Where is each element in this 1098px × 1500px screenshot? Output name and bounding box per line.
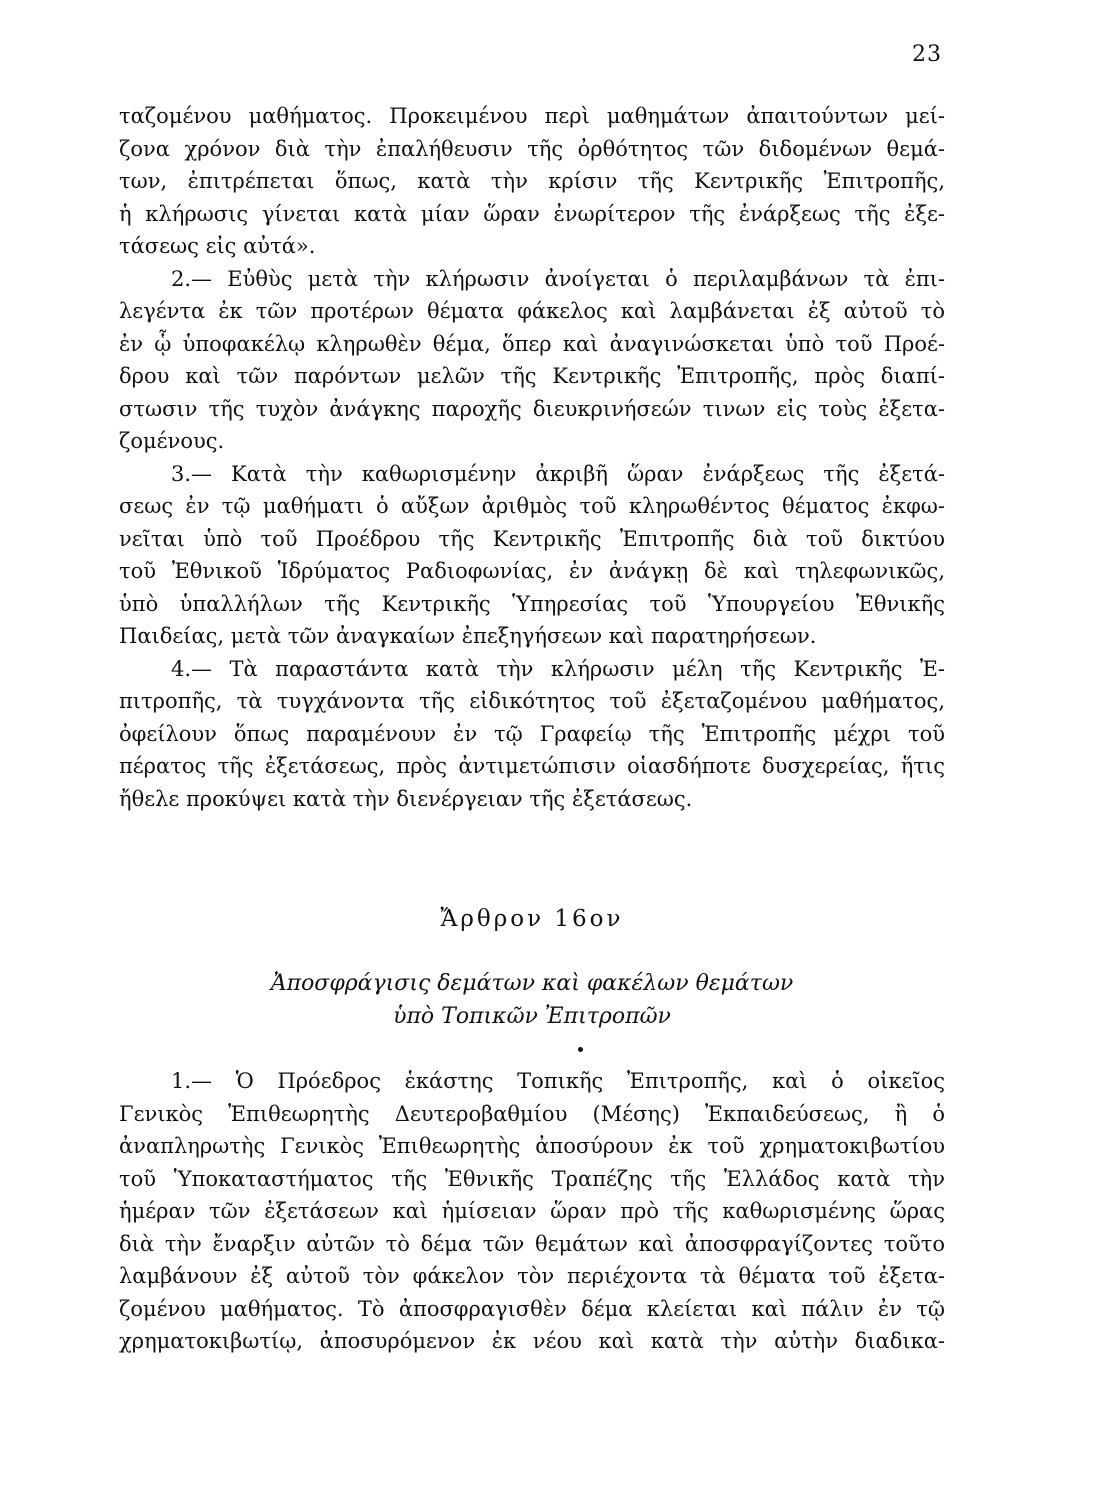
paragraph-1-start: 1.— Ὁ Πρόεδρος ἑκάστης Τοπικῆς Ἐπιτροπῆς, καὶ ὁ οἰκεῖος — [171, 1069, 945, 1093]
section-title-line: ὑπὸ Τοπικῶν Ἐπιτροπῶν — [393, 1004, 671, 1029]
text-line: ζομένου μαθήματος. Τὸ ἀποσφραγισθὲν δέμα κλείεται καὶ πάλιν ἐν τῷ — [119, 1296, 945, 1321]
paragraph-4-start: 4.— Τὰ παραστάντα κατὰ τὴν κλήρωσιν μέλη τῆς Κεντρικῆς Ἐ- — [171, 656, 945, 681]
section-title — [119, 967, 945, 1033]
text-line: ἤθελε προκύψει κατὰ τὴν διενέργειαν τῆς ἐξετάσεως. — [119, 786, 693, 811]
text-line: ζομένους. — [119, 429, 225, 453]
text-line: δρου καὶ τῶν παρόντων μελῶν τῆς Κεντρικῆς Ἐπιτροπῆς, πρὸς διαπί- — [119, 364, 945, 388]
text-block-top — [119, 100, 945, 815]
text-line: ἐν ᾧ ὑποφακέλῳ κληρωθὲν θέμα, ὅπερ καὶ ἀναγινώσκεται ὑπὸ τοῦ Προέ- — [119, 331, 945, 356]
text-block-bottom — [119, 1065, 945, 1358]
text-line: Παιδείας, μετὰ τῶν ἀναγκαίων ἐπεξηγήσεων καὶ παρατηρήσεων. — [119, 624, 817, 648]
text-line: σεως ἐν τῷ μαθήματι ὁ αὔξων ἀριθμὸς τοῦ κληρωθέντος θέματος ἐκφω- — [119, 494, 945, 518]
text-line: λαμβάνουν ἐξ αὐτοῦ τὸν φάκελον τὸν περιέχοντα τὰ θέματα τοῦ ἐξετα- — [119, 1264, 945, 1288]
article-title: Ἄρθρον 16ον — [440, 906, 624, 932]
page-number: 23 — [912, 42, 942, 67]
text-line: πιτροπῆς, τὰ τυγχάνοντα τῆς εἰδικότητος τοῦ ἐξεταζομένου μαθήματος, — [119, 689, 945, 713]
text-line: ὀφείλουν ὅπως παραμένουν ἐν τῷ Γραφείῳ τῆς Ἐπιτροπῆς μέχρι τοῦ — [119, 721, 945, 746]
text-line: ἀναπληρωτὴς Γενικὸς Ἐπιθεωρητὴς ἀποσύρουν ἐκ τοῦ χρηματοκιβωτίου — [119, 1134, 945, 1158]
text-line: ὑπὸ ὑπαλλήλων τῆς Κεντρικῆς Ὑπηρεσίας τοῦ Ὑπουργείου Ἐθνικῆς — [119, 591, 945, 616]
text-line: Γενικὸς Ἐπιθεωρητὴς Δευτεροβαθμίου (Μέσης) Ἐκπαιδεύσεως, ἢ ὁ — [119, 1101, 945, 1126]
text-line: χρηματοκιβωτίῳ, ἀποσυρόμενον ἐκ νέου καὶ κατὰ τὴν αὐτὴν διαδικα- — [119, 1329, 945, 1353]
speck — [578, 1047, 583, 1052]
text-line: ἡ κλήρωσις γίνεται κατὰ μίαν ὥραν ἐνωρίτερον τῆς ἐνάρξεως τῆς ἐξε- — [119, 201, 945, 226]
text-line: στωσιν τῆς τυχὸν ἀνάγκης παροχῆς διευκρινήσεών τινων εἰς τοὺς ἐξετα- — [119, 396, 945, 421]
text-line: διὰ τὴν ἔναρξιν αὐτῶν τὸ δέμα τῶν θεμάτων καὶ ἀποσφραγίζοντες τοῦτο — [119, 1231, 945, 1256]
text-line: τοῦ Ἐθνικοῦ Ἱδρύματος Ραδιοφωνίας, ἐν ἀνάγκῃ δὲ καὶ τηλεφωνικῶς, — [119, 559, 945, 583]
text-line: νεῖται ὑπὸ τοῦ Προέδρου τῆς Κεντρικῆς Ἐπιτροπῆς διὰ τοῦ δικτύου — [119, 526, 945, 551]
text-line: λεγέντα ἐκ τῶν προτέρων θέματα φάκελος καὶ λαμβάνεται ἐξ αὐτοῦ τὸ — [119, 299, 945, 323]
section-title-line: Ἀποσφράγισις δεμάτων καὶ φακέλων θεμάτων — [270, 971, 794, 996]
paragraph-3-start: 3.— Κατὰ τὴν καθωρισμένην ἀκριβῆ ὥραν ἐνάρξεως τῆς ἐξετά- — [171, 461, 945, 486]
text-line: τάσεως εἰς αὐτά». — [119, 234, 316, 258]
paragraph-2-start: 2.— Εὐθὺς μετὰ τὴν κλήρωσιν ἀνοίγεται ὁ περιλαμβάνων τὰ ἐπι- — [171, 266, 945, 291]
text-line: ζονα χρόνον διὰ τὴν ἐπαλήθευσιν τῆς ὀρθότητος τῶν διδομένων θεμά- — [119, 136, 945, 161]
text-line: πέρατος τῆς ἐξετάσεως, πρὸς ἀντιμετώπισιν οἱασδήποτε δυσχερείας, ἥτις — [119, 754, 945, 778]
text-line: των, ἐπιτρέπεται ὅπως, κατὰ τὴν κρίσιν τῆς Κεντρικῆς Ἐπιτροπῆς, — [119, 169, 945, 193]
text-line: τοῦ Ὑποκαταστήματος τῆς Ἐθνικῆς Τραπέζης τῆς Ἑλλάδος κατὰ τὴν — [119, 1166, 945, 1191]
text-line: ταζομένου μαθήματος. Προκειμένου περὶ μαθημάτων ἀπαιτούντων μεί- — [119, 104, 945, 128]
text-line: ἡμέραν τῶν ἐξετάσεων καὶ ἡμίσειαν ὥραν πρὸ τῆς καθωρισμένης ὥρας — [119, 1199, 945, 1223]
